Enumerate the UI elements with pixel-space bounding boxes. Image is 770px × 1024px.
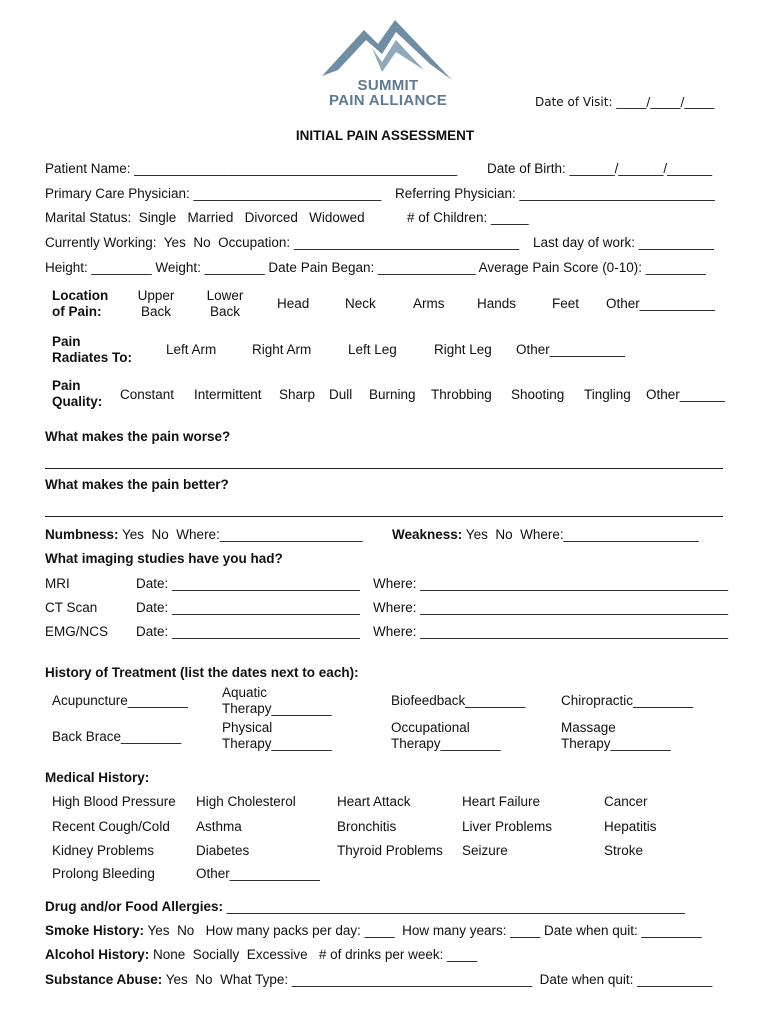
quality-sharp[interactable]: Sharp xyxy=(279,387,316,402)
pain-better-answer-line[interactable] xyxy=(45,516,723,517)
imaging-question: What imaging studies have you had? xyxy=(45,551,283,566)
allergies-field[interactable]: Drug and/or Food Allergies: _____________________________________________________________ xyxy=(45,899,685,914)
location-upper-back[interactable]: Upper Back xyxy=(137,288,175,319)
medical-high-cholesterol[interactable]: High Cholesterol xyxy=(196,794,296,809)
medical-heart-failure[interactable]: Heart Failure xyxy=(462,794,541,809)
pain-worse-question: What makes the pain worse? xyxy=(45,429,231,444)
treatment-occupational-therapy[interactable]: Occupational Therapy________ xyxy=(391,720,501,751)
referring-physician-field[interactable]: Referring Physician: __________________________ xyxy=(395,186,715,201)
substance-abuse-field[interactable]: Substance Abuse: Yes No What Type: ________________________________ Date when quit: __________ xyxy=(45,972,713,987)
patient-name-field[interactable]: Patient Name: ___________________________________________ xyxy=(45,161,458,176)
location-hands[interactable]: Hands xyxy=(477,296,517,311)
medical-other[interactable]: Other____________ xyxy=(196,866,320,881)
currently-working-field[interactable]: Currently Working: Yes No Occupation: ______________________________ xyxy=(45,235,520,250)
date-of-birth-field[interactable]: Date of Birth: ______/______/______ xyxy=(487,161,713,176)
numbness-field[interactable]: Numbness: Yes No Where:___________________ xyxy=(45,527,363,542)
imaging-emg-date[interactable]: Date: _________________________ xyxy=(136,624,360,639)
treatment-acupuncture[interactable]: Acupuncture________ xyxy=(52,693,188,708)
imaging-ct-where[interactable]: Where: _________________________________________ xyxy=(373,600,729,615)
medical-thyroid-problems[interactable]: Thyroid Problems xyxy=(337,843,443,858)
form-title: INITIAL PAIN ASSESSMENT xyxy=(295,128,475,143)
treatment-aquatic-therapy[interactable]: Aquatic Therapy________ xyxy=(222,685,332,716)
radiates-left-leg[interactable]: Left Leg xyxy=(348,342,397,357)
height-weight-field[interactable]: Height: ________ Weight: ________ Date Pain Began: _____________ Average Pain Score (0-10): ________ xyxy=(45,260,706,275)
medical-history-heading: Medical History: xyxy=(45,770,150,785)
number-of-children-field[interactable]: # of Children: _____ xyxy=(407,210,529,225)
medical-stroke[interactable]: Stroke xyxy=(604,843,644,858)
location-label: Location of Pain: xyxy=(52,288,109,319)
treatment-massage-therapy[interactable]: Massage Therapy________ xyxy=(561,720,671,751)
medical-seizure[interactable]: Seizure xyxy=(462,843,508,858)
imaging-ct-label: CT Scan xyxy=(45,600,98,615)
medical-asthma[interactable]: Asthma xyxy=(196,819,242,834)
medical-high-blood-pressure[interactable]: High Blood Pressure xyxy=(52,794,176,809)
treatment-physical-therapy[interactable]: Physical Therapy________ xyxy=(222,720,332,751)
quality-intermittent[interactable]: Intermittent xyxy=(194,387,262,402)
location-feet[interactable]: Feet xyxy=(552,296,580,311)
treatment-heading: History of Treatment (list the dates next to each): xyxy=(45,665,359,680)
quality-label: Pain Quality: xyxy=(52,378,103,409)
imaging-mri-label: MRI xyxy=(45,576,70,591)
quality-throbbing[interactable]: Throbbing xyxy=(431,387,492,402)
imaging-emg-label: EMG/NCS xyxy=(45,624,109,639)
radiates-label: Pain Radiates To: xyxy=(52,334,133,365)
medical-cancer[interactable]: Cancer xyxy=(604,794,648,809)
quality-tingling[interactable]: Tingling xyxy=(584,387,631,402)
location-arms[interactable]: Arms xyxy=(413,296,445,311)
radiates-right-leg[interactable]: Right Leg xyxy=(434,342,492,357)
quality-shooting[interactable]: Shooting xyxy=(511,387,565,402)
medical-recent-cough[interactable]: Recent Cough/Cold xyxy=(52,819,170,834)
imaging-emg-where[interactable]: Where: _________________________________________ xyxy=(373,624,729,639)
weakness-field[interactable]: Weakness: Yes No Where:__________________ xyxy=(392,527,699,542)
smoke-history-field[interactable]: Smoke History: Yes No How many packs per day: ____ How many years: ____ Date when quit: ________ xyxy=(45,923,702,938)
treatment-back-brace[interactable]: Back Brace________ xyxy=(52,729,182,744)
treatment-biofeedback[interactable]: Biofeedback________ xyxy=(391,693,526,708)
medical-prolong-bleeding[interactable]: Prolong Bleeding xyxy=(52,866,155,881)
treatment-chiropractic[interactable]: Chiropractic________ xyxy=(561,693,694,708)
last-day-of-work-field[interactable]: Last day of work: __________ xyxy=(533,235,714,250)
imaging-mri-date[interactable]: Date: _________________________ xyxy=(136,576,360,591)
marital-status-field[interactable]: Marital Status: Single Married Divorced Widowed xyxy=(45,210,365,225)
alcohol-history-field[interactable]: Alcohol History: None Socially Excessive # of drinks per week: ____ xyxy=(45,947,478,962)
location-head[interactable]: Head xyxy=(277,296,310,311)
quality-other[interactable]: Other______ xyxy=(646,387,725,402)
pain-better-question: What makes the pain better? xyxy=(45,477,229,492)
radiates-right-arm[interactable]: Right Arm xyxy=(252,342,312,357)
location-other[interactable]: Other__________ xyxy=(606,296,715,311)
logo-wordmark: SUMMIT PAIN ALLIANCE xyxy=(328,77,448,109)
medical-bronchitis[interactable]: Bronchitis xyxy=(337,819,397,834)
location-lower-back[interactable]: Lower Back xyxy=(206,288,244,319)
medical-kidney-problems[interactable]: Kidney Problems xyxy=(52,843,155,858)
radiates-left-arm[interactable]: Left Arm xyxy=(166,342,217,357)
medical-heart-attack[interactable]: Heart Attack xyxy=(337,794,411,809)
medical-liver-problems[interactable]: Liver Problems xyxy=(462,819,553,834)
medical-diabetes[interactable]: Diabetes xyxy=(196,843,250,858)
location-neck[interactable]: Neck xyxy=(345,296,376,311)
imaging-ct-date[interactable]: Date: _________________________ xyxy=(136,600,360,615)
quality-dull[interactable]: Dull xyxy=(329,387,353,402)
primary-care-physician-field[interactable]: Primary Care Physician: _________________________ xyxy=(45,186,382,201)
quality-constant[interactable]: Constant xyxy=(120,387,175,402)
radiates-other[interactable]: Other__________ xyxy=(516,342,625,357)
quality-burning[interactable]: Burning xyxy=(369,387,416,402)
pain-worse-answer-line[interactable] xyxy=(45,468,723,469)
date-of-visit-field[interactable]: Date of Visit: _____/_____/_____ xyxy=(535,95,715,109)
imaging-mri-where[interactable]: Where: _________________________________________ xyxy=(373,576,729,591)
medical-hepatitis[interactable]: Hepatitis xyxy=(604,819,657,834)
